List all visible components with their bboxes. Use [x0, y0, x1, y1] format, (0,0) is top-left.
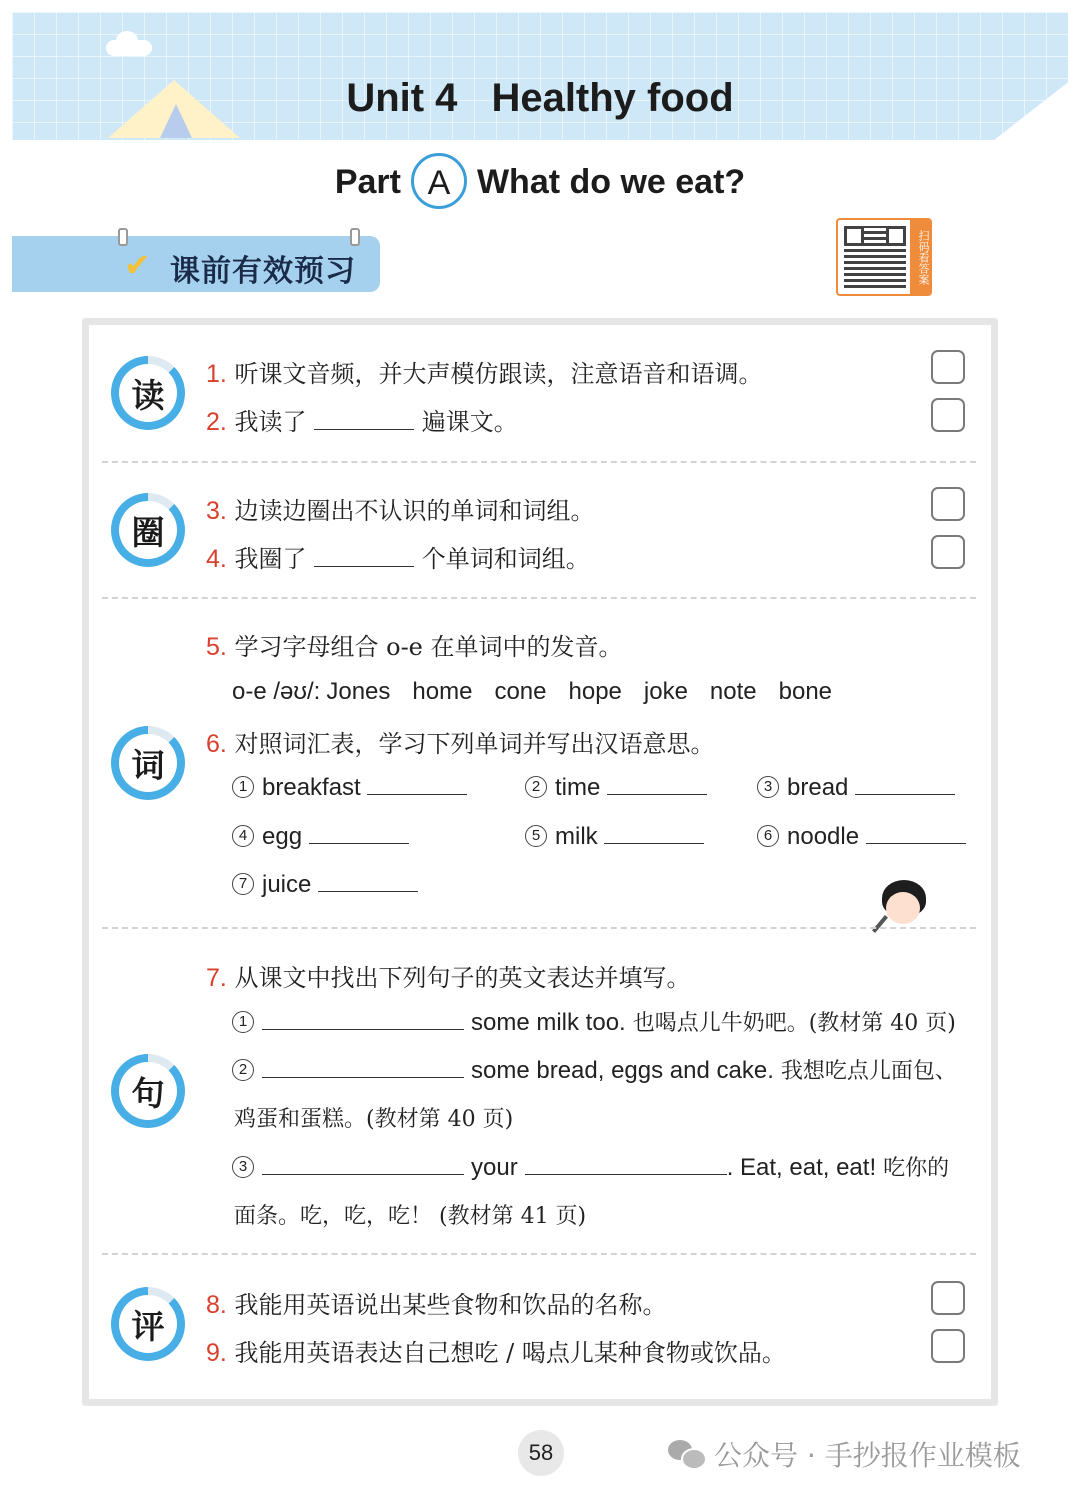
sentence-2: 2 some bread, eggs and cake. 我想吃点儿面包、 — [232, 1054, 957, 1085]
checkbox-8[interactable] — [931, 1281, 965, 1315]
answer-blank[interactable] — [318, 873, 418, 892]
preview-tag — [12, 236, 380, 292]
question-6: 6. 对照词汇表，学习下列单词并写出汉语意思。 — [206, 730, 715, 758]
answer-blank[interactable] — [314, 411, 414, 430]
answer-blank[interactable] — [262, 1059, 464, 1078]
divider — [102, 597, 976, 599]
phonics-word: home — [412, 678, 473, 705]
vocab-item: 6 noodle — [757, 823, 966, 851]
clip-icon — [118, 228, 128, 246]
part-title — [0, 156, 1080, 212]
phonics-word: Jones — [326, 678, 391, 705]
vocab-item: 4 egg — [232, 823, 409, 851]
question-5: 5. 学习字母组合 o-e 在单词中的发音。 — [206, 633, 623, 661]
sentence-3: 3 your . Eat, eat, eat! 吃你的 — [232, 1151, 949, 1182]
phonics-line: o-e /əʊ/: Jones home cone hope joke note bone — [232, 678, 833, 705]
preview-card — [82, 318, 998, 1406]
answer-blank[interactable] — [525, 1156, 727, 1175]
qr-code-icon — [844, 226, 906, 288]
unit-title — [0, 76, 1080, 121]
sentence-1: 1 some milk too. 也喝点儿牛奶吧。(教材第 40 页) — [232, 1006, 956, 1037]
part-word: Part — [334, 162, 401, 201]
cloud-icon — [106, 40, 152, 56]
vocab-item: 5 milk — [525, 823, 704, 851]
answer-blank[interactable] — [367, 776, 467, 795]
phonics-word: note — [709, 678, 757, 705]
divider — [102, 927, 976, 929]
question-8: 8. 我能用英语说出某些食物和饮品的名称。 — [206, 1291, 667, 1319]
vocab-item: 1 breakfast — [232, 774, 467, 802]
part-subtitle: What do we eat? — [476, 162, 746, 201]
vocab-item: 3 bread — [757, 774, 955, 802]
vocab-item: 7 juice — [232, 871, 418, 899]
girl-mascot-icon — [878, 880, 928, 930]
checkbox-1[interactable] — [931, 350, 965, 384]
badge-read: 读 — [111, 356, 185, 430]
phonics-word: cone — [494, 678, 547, 705]
badge-evaluate: 评 — [111, 1287, 185, 1361]
checkbox-4[interactable] — [931, 535, 965, 569]
clip-icon — [350, 228, 360, 246]
checkbox-9[interactable] — [931, 1329, 965, 1363]
vocab-item: 2 time — [525, 774, 707, 802]
phonics-word: joke — [643, 678, 688, 705]
answer-blank[interactable] — [262, 1156, 464, 1175]
answer-blank[interactable] — [314, 548, 414, 567]
question-3: 3. 边读边圈出不认识的单词和词组。 — [206, 497, 595, 525]
unit-number: Unit 4 — [346, 76, 458, 120]
answer-blank[interactable] — [309, 825, 409, 844]
answer-blank[interactable] — [604, 825, 704, 844]
question-2: 2. 我读了 遍课文。 — [206, 408, 518, 436]
question-7: 7. 从课文中找出下列句子的英文表达并填写。 — [206, 964, 691, 992]
badge-circle: 圈 — [111, 493, 185, 567]
divider — [102, 461, 976, 463]
answer-blank[interactable] — [607, 776, 707, 795]
qr-code[interactable] — [836, 218, 932, 296]
question-1: 1. 听课文音频，并大声模仿跟读，注意语音和语调。 — [206, 360, 763, 388]
answer-blank[interactable] — [866, 825, 966, 844]
sentence-3-continued: 面条。吃，吃，吃！ (教材第 41 页) — [234, 1204, 587, 1229]
sentence-2-continued: 鸡蛋和蛋糕。(教材第 40 页) — [234, 1107, 514, 1132]
watermark-text: 公众号 · 手抄报作业模板 — [714, 1439, 1021, 1472]
preview-tag-label: 课前有效预习 — [170, 254, 356, 289]
part-letter: A — [411, 153, 467, 209]
check-icon: ✔ — [124, 246, 151, 284]
unit-name: Healthy food — [491, 76, 734, 120]
phonics-word: bone — [778, 678, 833, 705]
checkbox-2[interactable] — [931, 398, 965, 432]
checkbox-3[interactable] — [931, 487, 965, 521]
answer-blank[interactable] — [262, 1011, 464, 1030]
question-9: 9. 我能用英语表达自己想吃 / 喝点儿某种食物或饮品。 — [206, 1339, 786, 1367]
question-4: 4. 我圈了 个单词和词组。 — [206, 545, 590, 573]
wechat-icon — [668, 1440, 704, 1468]
watermark — [668, 1434, 1021, 1474]
badge-words: 词 — [111, 726, 185, 800]
qr-label: 扫码看答案 — [910, 220, 930, 294]
answer-blank[interactable] — [855, 776, 955, 795]
badge-sentences: 句 — [111, 1054, 185, 1128]
phonics-word: hope — [568, 678, 622, 705]
page-number: 58 — [518, 1430, 564, 1476]
divider — [102, 1253, 976, 1255]
